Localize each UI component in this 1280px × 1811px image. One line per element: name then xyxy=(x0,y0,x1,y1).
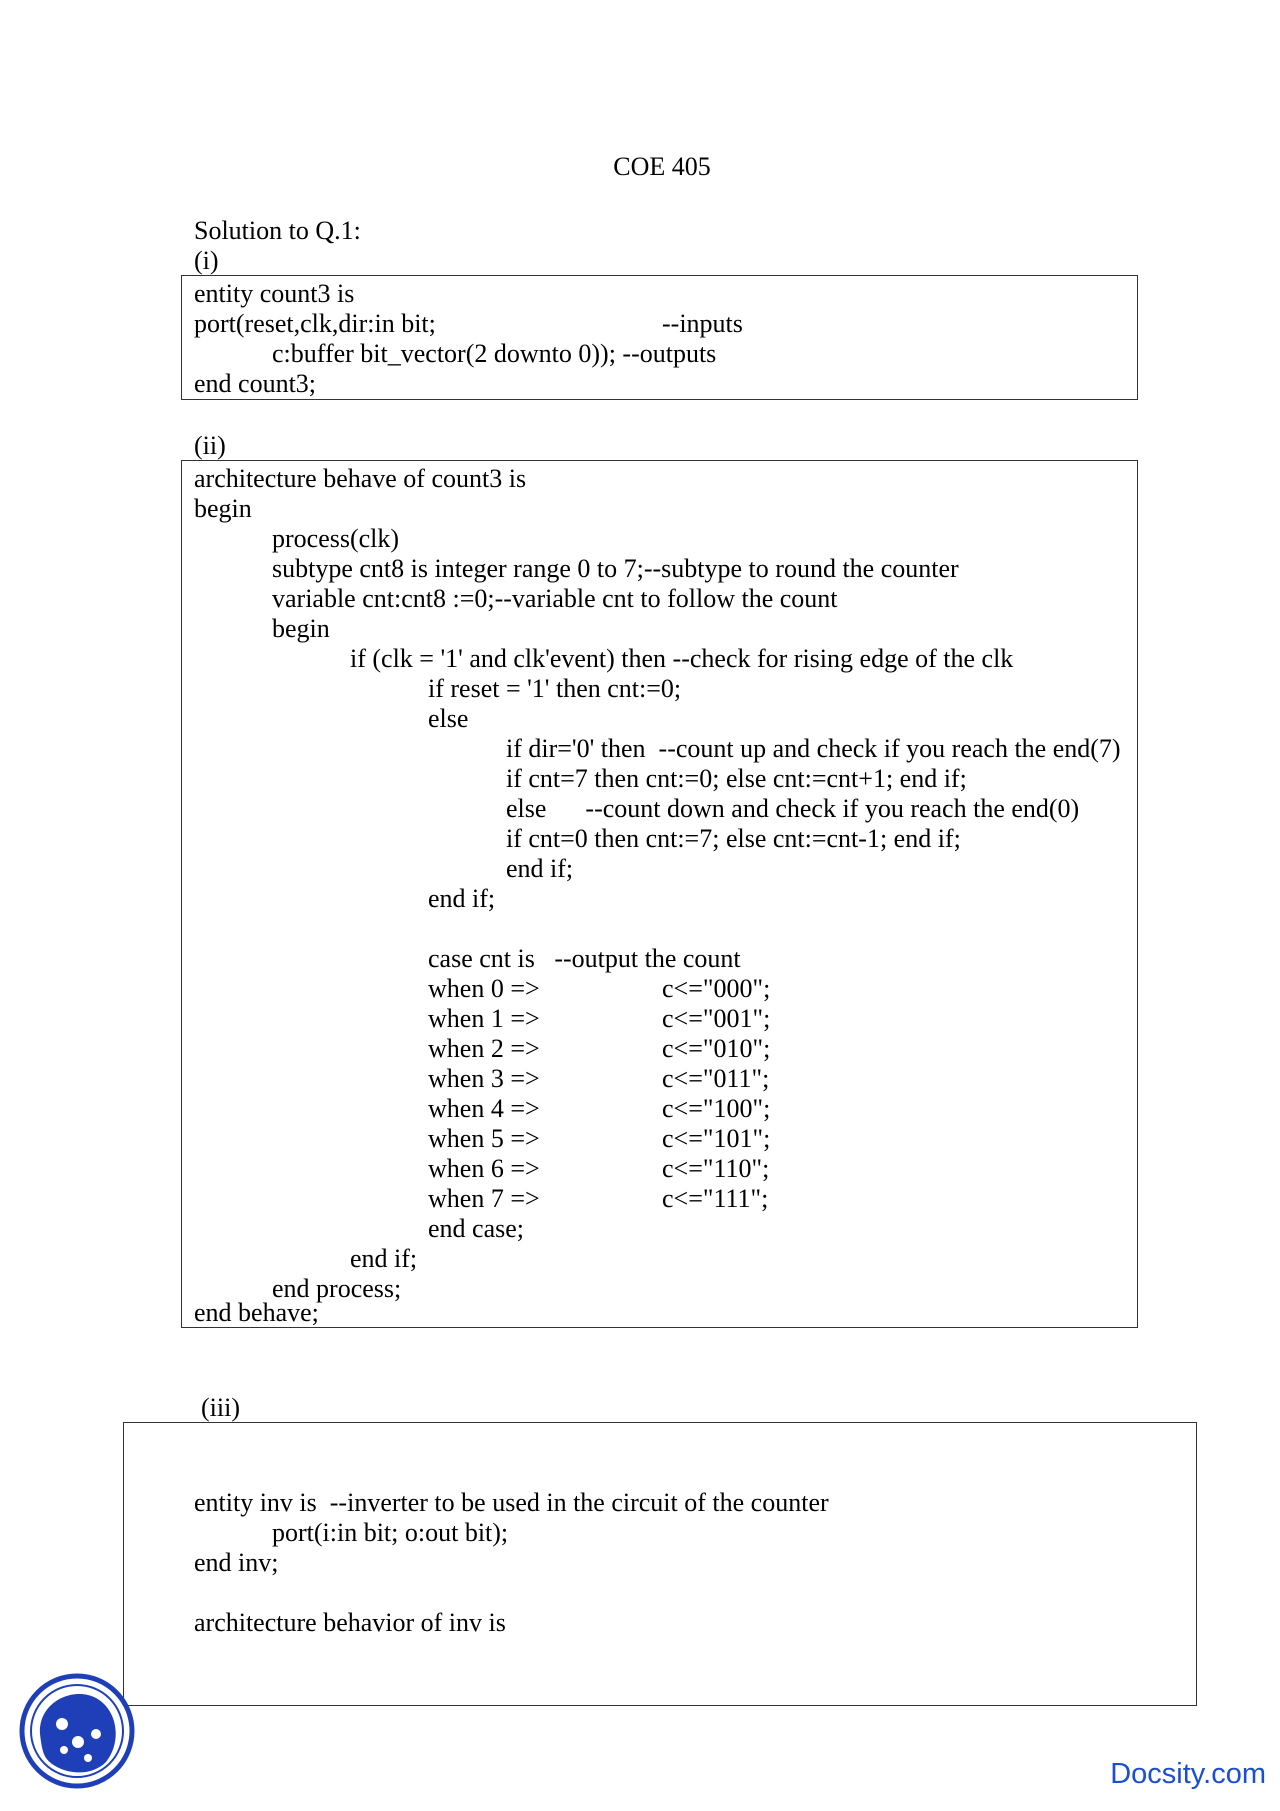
docsity-brand-link[interactable]: Docsity.com xyxy=(1110,1758,1266,1790)
code-line: if reset = '1' then cnt:=0; xyxy=(428,674,682,703)
code-line: entity inv is --inverter to be used in the circuit of the counter xyxy=(194,1488,829,1517)
code-line: if cnt=7 then cnt:=0; else cnt:=cnt+1; end if; xyxy=(506,764,967,793)
case-when: when 1 => xyxy=(428,1004,540,1033)
code-box-part-ii xyxy=(181,460,1138,1328)
case-when: when 3 => xyxy=(428,1064,540,1093)
case-when: when 0 => xyxy=(428,974,540,1003)
code-line: end process; xyxy=(272,1274,402,1303)
code-line: end if; xyxy=(506,854,574,883)
code-line: end if; xyxy=(350,1244,418,1273)
code-line: entity count3 is xyxy=(194,279,355,308)
code-line: subtype cnt8 is integer range 0 to 7;--subtype to round the counter xyxy=(272,554,959,583)
code-line: end inv; xyxy=(194,1548,279,1577)
code-line: if cnt=0 then cnt:=7; else cnt:=cnt-1; end if; xyxy=(506,824,961,853)
case-assign: c<="100"; xyxy=(662,1094,771,1123)
case-when: when 4 => xyxy=(428,1094,540,1123)
code-line: end if; xyxy=(428,884,496,913)
case-assign: c<="011"; xyxy=(662,1064,770,1093)
code-line: port(i:in bit; o:out bit); xyxy=(272,1518,509,1547)
code-box-part-i xyxy=(181,275,1138,400)
case-when: when 7 => xyxy=(428,1184,540,1213)
part-iii-label: (iii) xyxy=(201,1393,240,1422)
code-line: architecture behavior of inv is xyxy=(194,1608,506,1637)
code-comment: --inputs xyxy=(662,309,743,338)
part-i-label: (i) xyxy=(194,246,219,275)
code-line: end behave; xyxy=(194,1298,319,1327)
code-line: c:buffer bit_vector(2 downto 0)); --outputs xyxy=(272,339,717,368)
code-line: case cnt is --output the count xyxy=(428,944,741,973)
case-when: when 6 => xyxy=(428,1154,540,1183)
code-line: else xyxy=(428,704,469,733)
code-box-part-iii xyxy=(123,1422,1197,1706)
case-when: when 5 => xyxy=(428,1124,540,1153)
case-assign: c<="010"; xyxy=(662,1034,771,1063)
code-line: end case; xyxy=(428,1214,525,1243)
code-line: begin xyxy=(272,614,330,643)
code-line: else --count down and check if you reach the end(0) xyxy=(506,794,1080,823)
docsity-logo-icon xyxy=(18,1672,136,1790)
code-line: port(reset,clk,dir:in bit; xyxy=(194,309,436,338)
code-line: if (clk = '1' and clk'event) then --check for rising edge of the clk xyxy=(350,644,1014,673)
code-line: end count3; xyxy=(194,369,317,398)
code-line: if dir='0' then --count up and check if you reach the end(7) xyxy=(506,734,1121,763)
solution-heading: Solution to Q.1: xyxy=(194,216,361,245)
case-assign: c<="000"; xyxy=(662,974,771,1003)
case-assign: c<="001"; xyxy=(662,1004,771,1033)
code-line: architecture behave of count3 is xyxy=(194,464,527,493)
case-assign: c<="111"; xyxy=(662,1184,769,1213)
case-assign: c<="101"; xyxy=(662,1124,771,1153)
case-assign: c<="110"; xyxy=(662,1154,770,1183)
course-title: COE 405 xyxy=(613,152,711,181)
part-ii-label: (ii) xyxy=(194,431,226,460)
code-line: variable cnt:cnt8 :=0;--variable cnt to follow the count xyxy=(272,584,838,613)
code-line: begin xyxy=(194,494,252,523)
case-when: when 2 => xyxy=(428,1034,540,1063)
code-line: process(clk) xyxy=(272,524,400,553)
